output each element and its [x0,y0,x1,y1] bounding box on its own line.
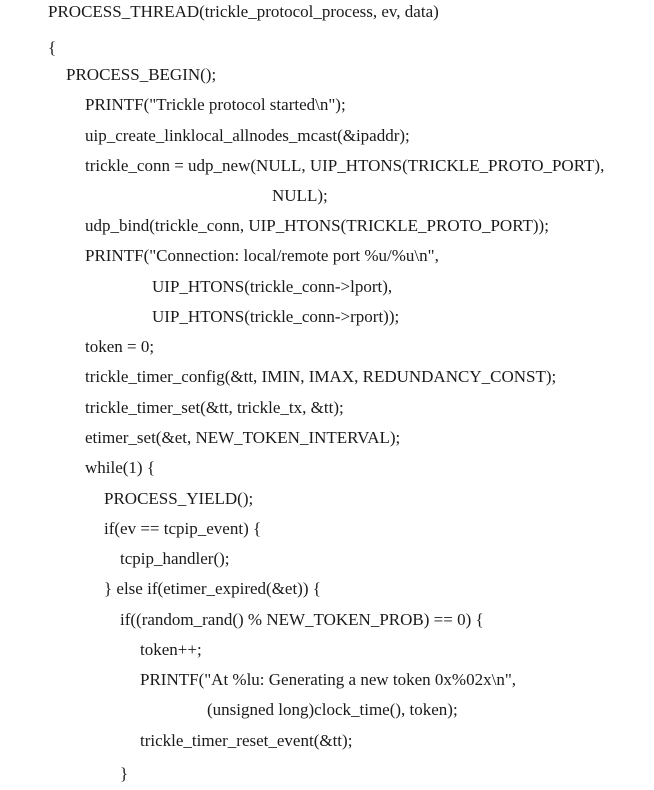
code-line: token++; [140,640,202,659]
code-line: PROCESS_YIELD(); [104,489,254,508]
code-line: } [120,764,129,783]
code-line: UIP_HTONS(trickle_conn->lport), [152,277,393,296]
code-line: uip_create_linklocal_allnodes_mcast(&ipaddr); [85,126,410,145]
code-line: PRINTF("At %lu: Generating a new token 0x%02x\n", [140,670,517,689]
code-line: NULL); [272,186,328,205]
code-line: PROCESS_BEGIN(); [66,65,217,84]
code-line: trickle_timer_set(&tt, trickle_tx, &tt); [85,398,344,417]
code-line: while(1) { [85,458,156,477]
code-line: if(ev == tcpip_event) { [104,519,262,538]
code-line: } else if(etimer_expired(&et)) { [104,579,321,598]
code-line: PRINTF("Connection: local/remote port %u/%u\n", [85,246,439,265]
code-line: udp_bind(trickle_conn, UIP_HTONS(TRICKLE_PROTO_PORT)); [85,216,549,235]
code-line: etimer_set(&et, NEW_TOKEN_INTERVAL); [85,428,401,447]
code-line: UIP_HTONS(trickle_conn->rport)); [152,307,400,326]
code-line: trickle_timer_config(&tt, IMIN, IMAX, REDUNDANCY_CONST); [85,367,557,386]
code-line: (unsigned long)clock_time(), token); [207,700,458,719]
code-line: if((random_rand() % NEW_TOKEN_PROB) == 0) { [120,610,484,629]
code-line: PROCESS_THREAD(trickle_protocol_process, ev, data) [48,2,439,21]
code-line: trickle_timer_reset_event(&tt); [140,731,353,750]
code-line: { [48,38,57,57]
code-line: tcpip_handler(); [120,549,230,568]
code-line: token = 0; [85,337,155,356]
code-line: trickle_conn = udp_new(NULL, UIP_HTONS(TRICKLE_PROTO_PORT), [85,156,605,175]
code-line: PRINTF("Trickle protocol started\n"); [85,95,346,114]
